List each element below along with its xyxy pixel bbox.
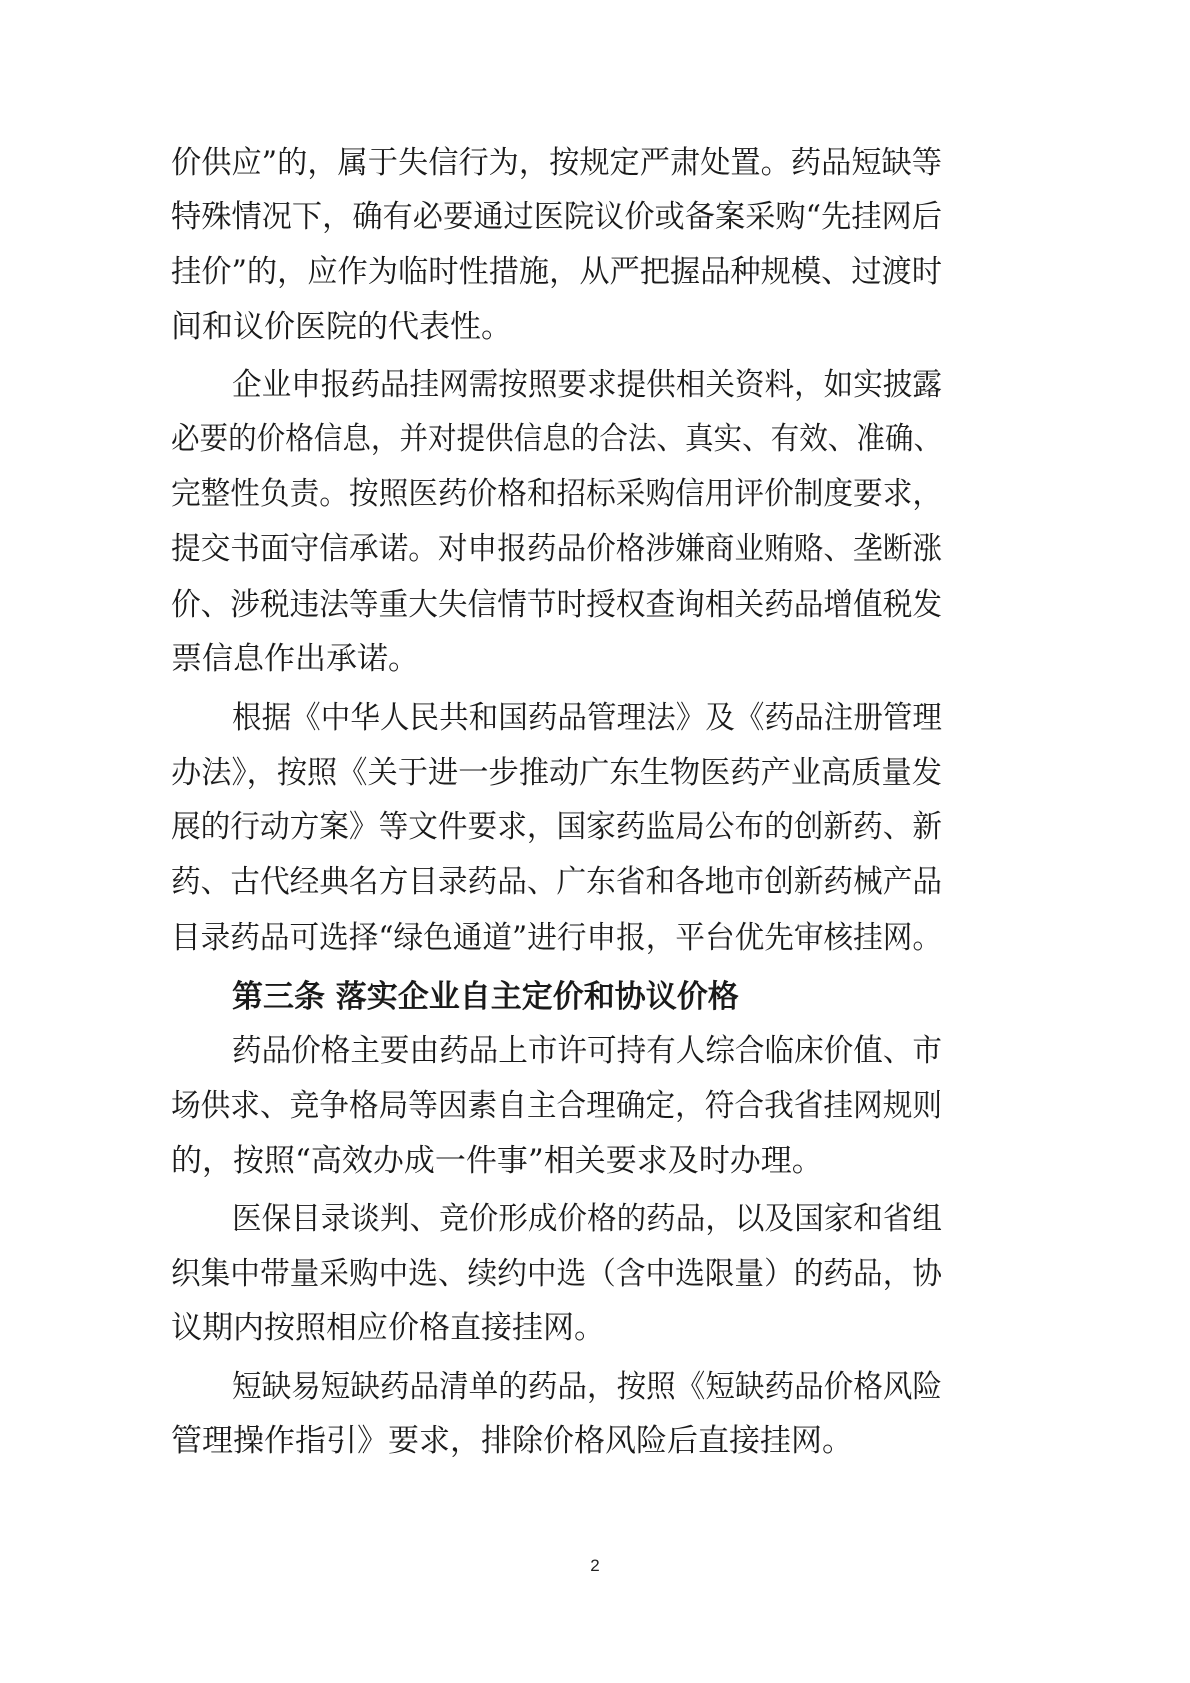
heading-text: 第三条 落实企业自主定价和协议价格: [232, 979, 739, 1015]
text-line: [0, 519, 1190, 579]
section-heading: [0, 967, 1190, 1027]
page-number: 2: [590, 1556, 600, 1575]
text-line: [0, 575, 1190, 635]
line-text: 必要的价格信息，并对提供信息的合法、真实、有效、准确、: [171, 421, 942, 457]
line-text: 医保目录谈判、竞价形成价格的药品，以及国家和省组: [232, 1201, 942, 1237]
line-text: 药品价格主要由药品上市许可持有人综合临床价值、市: [232, 1033, 942, 1069]
text-line: [0, 688, 1190, 748]
text-line: [0, 908, 1190, 968]
text-line: [0, 629, 1190, 689]
line-text: 药、古代经典名方目录药品、广东省和各地市创新药械产品: [171, 864, 942, 900]
line-text: 办法》，按照《关于进一步推动广东生物医药产业高质量发: [171, 755, 942, 791]
text-line: [0, 1189, 1190, 1249]
line-text: 挂价”的，应作为临时性措施，从严把握品种规模、过渡时: [171, 254, 942, 290]
text-line: [0, 1021, 1190, 1081]
line-text: 价、涉税违法等重大失信情节时授权查询相关药品增值税发: [171, 587, 942, 623]
text-line: [0, 743, 1190, 803]
text-line: [0, 187, 1190, 247]
line-text: 特殊情况下，确有必要通过医院议价或备案采购“先挂网后: [171, 199, 942, 235]
text-line: [0, 409, 1190, 469]
text-line: [0, 297, 1190, 357]
text-line: [0, 242, 1190, 302]
line-text: 间和议价医院的代表性。: [171, 309, 512, 345]
line-text: 议期内按照相应价格直接挂网。: [171, 1310, 605, 1346]
text-line: [0, 355, 1190, 415]
text-line: [0, 464, 1190, 524]
text-line: [0, 1131, 1190, 1191]
text-line: [0, 1244, 1190, 1304]
line-text: 完整性负责。按照医药价格和招标采购信用评价制度要求，: [171, 476, 942, 512]
line-text: 价供应”的，属于失信行为，按规定严肃处置。药品短缺等: [171, 145, 942, 181]
line-text: 的，按照“高效办成一件事”相关要求及时办理。: [171, 1143, 823, 1179]
line-text: 场供求、竞争格局等因素自主合理确定，符合我省挂网规则: [171, 1088, 942, 1124]
line-text: 管理操作指引》要求，排除价格风险后直接挂网。: [171, 1423, 853, 1459]
line-text: 企业申报药品挂网需按照要求提供相关资料，如实披露: [232, 367, 942, 403]
text-line: [0, 133, 1190, 193]
text-line: [0, 1411, 1190, 1471]
text-line: [0, 1076, 1190, 1136]
line-text: 织集中带量采购中选、续约中选（含中选限量）的药品，协: [171, 1256, 942, 1292]
text-line: [0, 1298, 1190, 1358]
line-text: 目录药品可选择“绿色通道”进行申报，平台优先审核挂网。: [171, 920, 942, 956]
line-text: 短缺易短缺药品清单的药品，按照《短缺药品价格风险: [232, 1369, 942, 1405]
text-line: [0, 1357, 1190, 1417]
line-text: 根据《中华人民共和国药品管理法》及《药品注册管理: [232, 700, 942, 736]
text-line: [0, 852, 1190, 912]
line-text: 票信息作出承诺。: [171, 641, 419, 677]
line-text: 提交书面守信承诺。对申报药品价格涉嫌商业贿赂、垄断涨: [171, 531, 942, 567]
text-line: [0, 797, 1190, 857]
line-text: 展的行动方案》等文件要求，国家药监局公布的创新药、新: [171, 809, 942, 845]
